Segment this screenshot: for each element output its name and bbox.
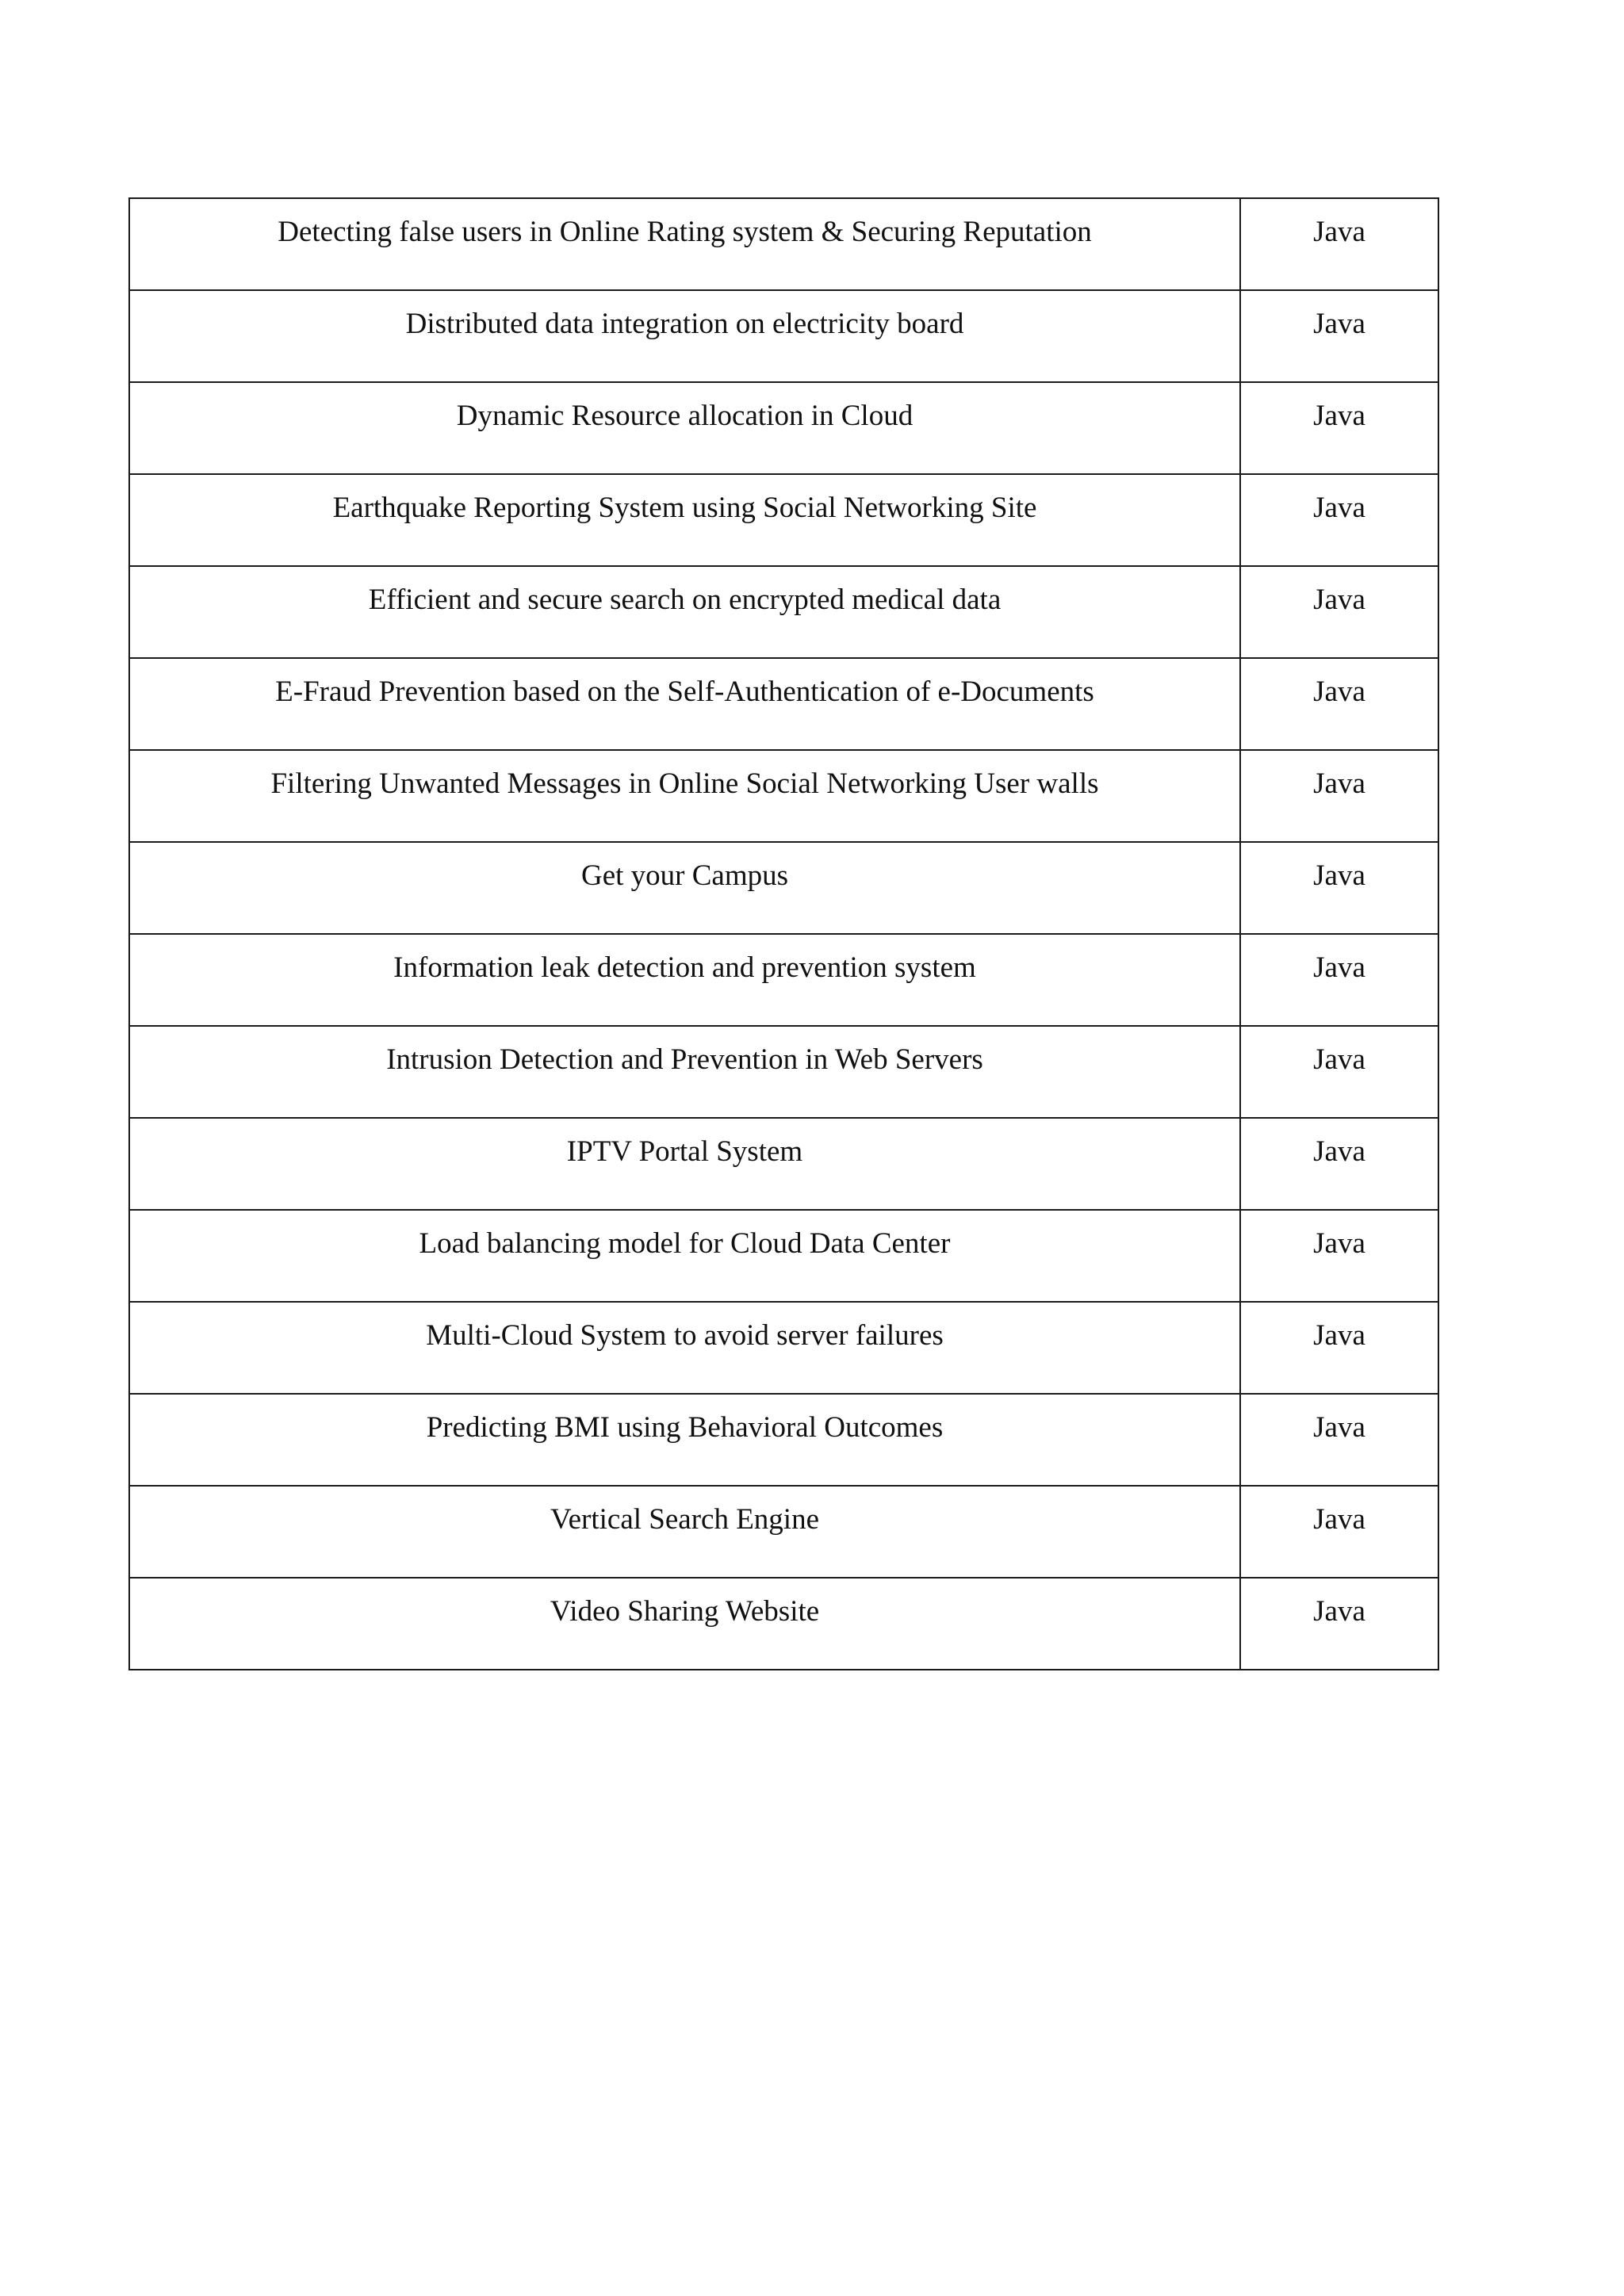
project-title-cell: Filtering Unwanted Messages in Online Social Networking User walls: [129, 750, 1240, 842]
language-cell: Java: [1240, 1210, 1438, 1302]
language-cell: Java: [1240, 1026, 1438, 1118]
table-row: [129, 566, 1438, 658]
table-row: [129, 198, 1438, 290]
language-cell: Java: [1240, 934, 1438, 1026]
project-title-cell: Multi-Cloud System to avoid server failures: [129, 1302, 1240, 1394]
project-title-cell: Distributed data integration on electricity board: [129, 290, 1240, 382]
table-row: [129, 474, 1438, 566]
language-cell: Java: [1240, 382, 1438, 474]
language-cell: Java: [1240, 566, 1438, 658]
table-row: [129, 658, 1438, 750]
project-title-cell: Efficient and secure search on encrypted medical data: [129, 566, 1240, 658]
table-row: [129, 934, 1438, 1026]
project-title-cell: Load balancing model for Cloud Data Center: [129, 1210, 1240, 1302]
project-title-cell: Earthquake Reporting System using Social Networking Site: [129, 474, 1240, 566]
project-title-cell: Video Sharing Website: [129, 1578, 1240, 1670]
table-row: [129, 382, 1438, 474]
project-title-cell: IPTV Portal System: [129, 1118, 1240, 1210]
language-cell: Java: [1240, 1302, 1438, 1394]
language-cell: Java: [1240, 474, 1438, 566]
language-cell: Java: [1240, 1486, 1438, 1578]
language-cell: Java: [1240, 290, 1438, 382]
table-row: [129, 1302, 1438, 1394]
language-cell: Java: [1240, 842, 1438, 934]
project-title-cell: Vertical Search Engine: [129, 1486, 1240, 1578]
table-row: [129, 842, 1438, 934]
table-row: [129, 290, 1438, 382]
table-row: [129, 1578, 1438, 1670]
table-row: [129, 1026, 1438, 1118]
table-row: [129, 1394, 1438, 1486]
table-row: [129, 1486, 1438, 1578]
language-cell: Java: [1240, 1578, 1438, 1670]
language-cell: Java: [1240, 1118, 1438, 1210]
project-title-cell: Information leak detection and prevention system: [129, 934, 1240, 1026]
project-title-cell: Predicting BMI using Behavioral Outcomes: [129, 1394, 1240, 1486]
language-cell: Java: [1240, 1394, 1438, 1486]
language-cell: Java: [1240, 750, 1438, 842]
table-row: [129, 1118, 1438, 1210]
language-cell: Java: [1240, 198, 1438, 290]
project-title-cell: Intrusion Detection and Prevention in Web Servers: [129, 1026, 1240, 1118]
project-title-cell: E-Fraud Prevention based on the Self-Authentication of e-Documents: [129, 658, 1240, 750]
table-row: [129, 1210, 1438, 1302]
language-cell: Java: [1240, 658, 1438, 750]
project-title-cell: Get your Campus: [129, 842, 1240, 934]
table-row: [129, 750, 1438, 842]
project-title-cell: Detecting false users in Online Rating system & Securing Reputation: [129, 198, 1240, 290]
project-title-cell: Dynamic Resource allocation in Cloud: [129, 382, 1240, 474]
project-table: [128, 197, 1439, 1670]
